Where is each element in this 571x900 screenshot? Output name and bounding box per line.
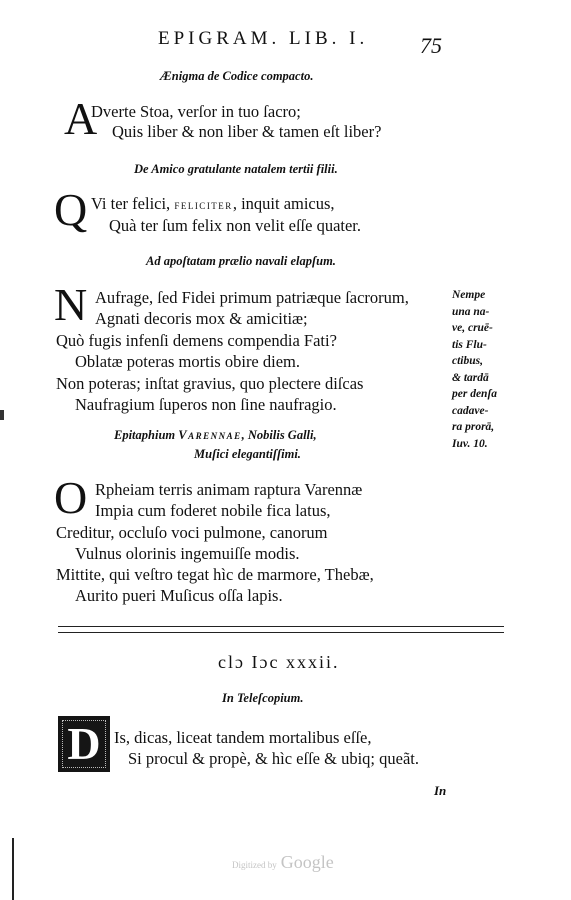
poem-title: De Amico gratulante natalem tertii filii. bbox=[134, 162, 338, 176]
separator-rule bbox=[58, 632, 504, 633]
margin-note-line: & tardā bbox=[452, 371, 489, 384]
margin-note-line: ra prorā, bbox=[452, 421, 495, 433]
margin-note-line: tis Flu- bbox=[452, 338, 487, 351]
verse-line: Is, dicas, liceat tandem mortalibus eſſe, bbox=[114, 728, 372, 747]
margin-note-line: per denſa bbox=[452, 388, 498, 400]
page-number: 75 bbox=[420, 33, 442, 58]
drop-cap: O bbox=[54, 472, 88, 523]
drop-cap: Q bbox=[54, 184, 88, 235]
poem-title: Ad apoſtatam prælio navali elapſum. bbox=[146, 254, 336, 268]
poem-title: Epitaphium Varennae, Nobilis Galli, bbox=[114, 428, 317, 442]
margin-note-line: cadave- bbox=[452, 404, 489, 417]
ornamental-initial: D bbox=[58, 716, 110, 772]
separator-rule bbox=[58, 626, 504, 627]
poem-title: In Teleſcopium. bbox=[222, 691, 304, 705]
drop-cap: N bbox=[54, 279, 88, 330]
margin-note-line: ctibus, bbox=[452, 355, 483, 367]
year-heading: clɔ Iɔc xxxii. bbox=[218, 652, 340, 672]
verse-line: Mittite, qui veſtro tegat hìc de marmore, Thebæ, bbox=[56, 565, 374, 584]
verse-line: Non poteras; inſtat gravius, quo plectere diſcas bbox=[56, 374, 364, 393]
poem-title-line2: Muſici elegantiſſimi. bbox=[194, 447, 301, 461]
verse-line: Quis liber & non liber & tamen eſt liber? bbox=[112, 122, 382, 141]
verse-line: Quà ter ſum felix non velit eſſe quater. bbox=[109, 216, 362, 235]
verse-line: Vulnus olorinis ingemuiſſe modis. bbox=[75, 544, 300, 563]
verse-line: Vi ter felici, feliciter, inquit amicus, bbox=[91, 194, 335, 213]
scan-edge-mark bbox=[0, 410, 4, 420]
margin-note bbox=[452, 287, 522, 452]
margin-note-line: Iuv. 10. bbox=[452, 437, 488, 450]
running-header: EPIGRAM. LIB. I. bbox=[158, 28, 369, 49]
verse-line: Creditur, occluſo voci pulmone, canorum bbox=[56, 523, 328, 542]
verse-line: Aufrage, ſed Fidei primum patriæque ſacrorum, bbox=[95, 288, 409, 307]
drop-cap: A bbox=[64, 93, 98, 144]
poem-title: Ænigma de Codice compacto. bbox=[160, 69, 314, 83]
margin-note-line: Nempe bbox=[452, 289, 486, 301]
verse-line: Si procul & propè, & hìc eſſe & ubiq; queãt. bbox=[128, 749, 419, 768]
scan-edge-line bbox=[12, 838, 14, 900]
verse-line: Aurito pueri Muſicus oſſa lapis. bbox=[75, 586, 283, 605]
verse-line: Rpheiam terris animam raptura Varennæ bbox=[95, 480, 363, 499]
verse-line: Impia cum foderet nobile fica latus, bbox=[95, 501, 331, 520]
verse-line: Oblatæ poteras mortis obire diem. bbox=[75, 352, 300, 371]
margin-note-line: una na- bbox=[452, 305, 490, 318]
watermark: Digitized by Google bbox=[232, 852, 334, 872]
verse-line: Dverte Stoa, verſor in tuo ſacro; bbox=[91, 102, 301, 121]
margin-note-line: ve, cruē- bbox=[452, 322, 493, 334]
verse-line: Naufragium ſuperos non ſine naufragio. bbox=[75, 395, 337, 414]
catchword: In bbox=[434, 783, 447, 798]
verse-line: Agnati decoris mox & amicitiæ; bbox=[95, 309, 308, 328]
verse-line: Quò fugis infenſi demens compendia Fati? bbox=[56, 331, 337, 350]
